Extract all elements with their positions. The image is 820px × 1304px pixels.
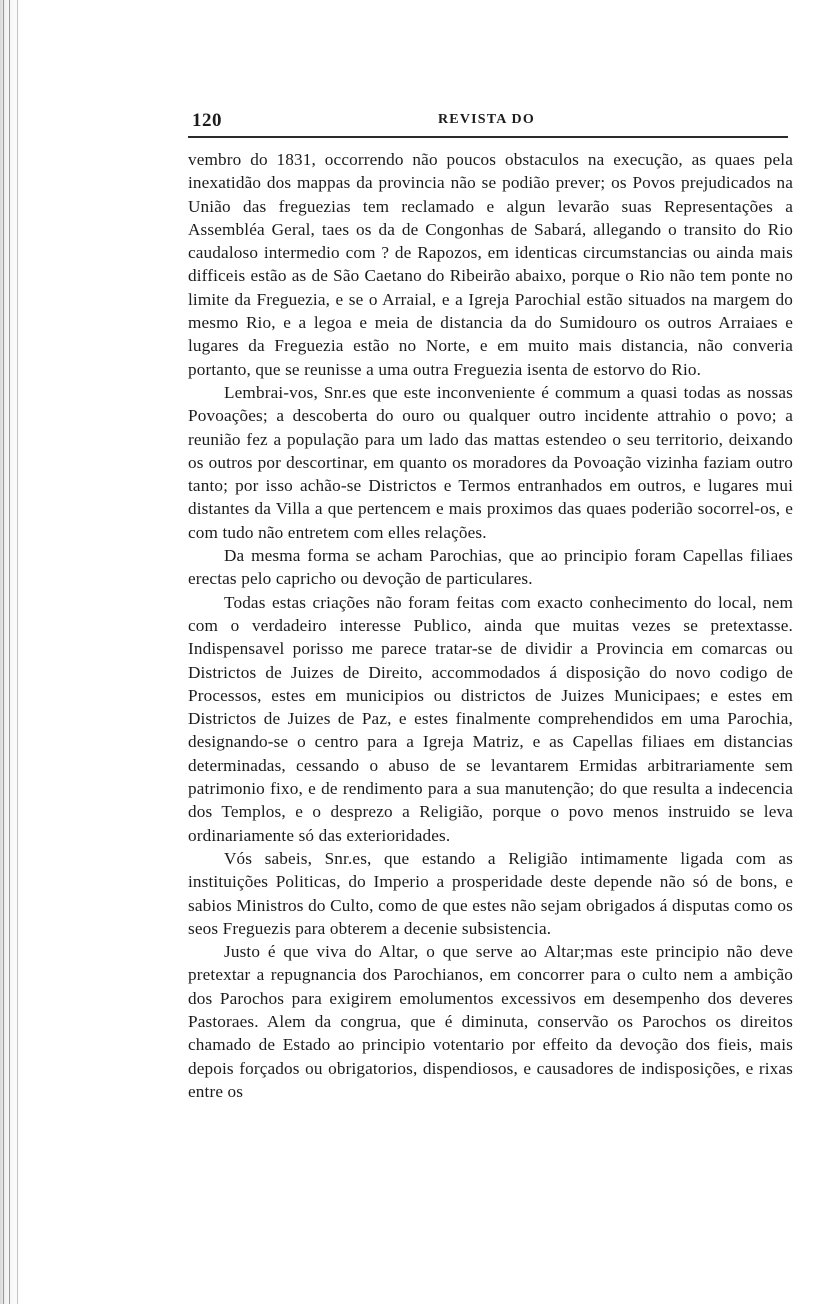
running-title: REVISTA DO xyxy=(438,112,535,127)
paragraph: Justo é que viva do Altar, o que serve ao Altar;mas este principio não deve pretextar a repugnancia dos Parochianos, em concorrer para o culto nem a ambição dos Parochos para exigirem emolumentos excessivos em desempenho dos deveres Pastoraes. Alem da congrua, que é diminuta, conservão os Parochos os direitos chamado de Estado ao principio votentario por effeito da devoção dos fieis, mais depois forçados ou obrigatorios, dispendiosos, e causadores de indisposições, e rixas entre os xyxy=(188,942,793,1101)
binding-edge-line xyxy=(9,0,10,1304)
binding-edge-line xyxy=(17,0,18,1304)
paragraph: Da mesma forma se acham Parochias, que ao principio foram Capellas filiaes erectas pelo capricho ou devoção de particulares. xyxy=(188,546,793,589)
body-text xyxy=(188,148,793,1103)
page-number: 120 xyxy=(192,110,222,131)
paragraph: Lembrai-vos, Snr.es que este inconveniente é commum a quasi todas as nossas Povoações; a descoberta do ouro ou qualquer outro incidente attrahio o povo; a reunião fez a população para um lado das mattas estendeo o seu territorio, deixando os outros por descortinar, em quanto os moradores da Povoação vizinha faziam outro tanto; por isso achão-se Districtos e Termos entranhados em outros, e lugares mui distantes da Villa a que pertencem e mais proximos das quaes poderião socorrel-os, e com tudo não entretem com elles relações. xyxy=(188,382,793,542)
binding-edge-line xyxy=(3,0,4,1304)
header-rule xyxy=(188,136,788,138)
paragraph: Todas estas criações não foram feitas com exacto conhecimento do local, nem com o verdadeiro interesse Publico, ainda que muitas vezes se pretextasse. Indispensavel porisso me parece tratar-se de dividir a Provincia em comarcas ou Districtos de Juizes de Direito, accommodados á disposição do novo codigo de Processos, estes em municipios ou districtos de Juizes Municipaes; e estes em Districtos de Juizes de Paz, e estes finalmente comprehendidos em uma Parochia, designando-se o centro para a Igreja Matriz, e as Capellas filiaes em distancias determinadas, cessando o abuso de se levantarem Ermidas arbitrariamente sem patrimonio fixo, e de rendimento para a sua manutenção; do que resulta a indecencia dos Templos, e o desprezo a Religião, porque o povo menos instruido se leva ordinariamente só das exterioridades. xyxy=(188,592,793,845)
running-header xyxy=(188,100,796,134)
binding-edge xyxy=(0,0,38,1304)
paragraph: Vós sabeis, Snr.es, que estando a Religião intimamente ligada com as instituições Politicas, do Imperio a prosperidade deste depende não só de bons, e sabios Ministros do Culto, como de que estes não sejam obrigados á disputas como os seos Freguezis para obterem a decenie subsistencia. xyxy=(188,848,793,938)
book-page xyxy=(188,100,796,1101)
paragraph: vembro do 1831, occorrendo não poucos obstaculos na execução, as quaes pela inexatidão dos mappas da provincia não se podião prever; os Povos prejudicados na União das freguezias tem reclamado e algun levarão suas Representações a Assembléa Geral, taes os da de Congonhas de Sabará, allegando o transito do Rio caudaloso intermedio com ? de Rapozos, em identicas circumstancias ou ainda mais difficeis estão as de São Caetano do Ribeirão abaixo, porque o Rio não tem ponte no limite da Freguezia, e se o Arraial, e a Igreja Parochial estão situados na margem do mesmo Rio, e a legoa e meia de distancia da do Sumidouro os outros Arraiaes e lugares da Freguezia estão no Norte, e em muito mais distancia, não converia portanto, que se reunisse a uma outra Freguezia isenta de estorvo do Rio. xyxy=(188,150,793,379)
